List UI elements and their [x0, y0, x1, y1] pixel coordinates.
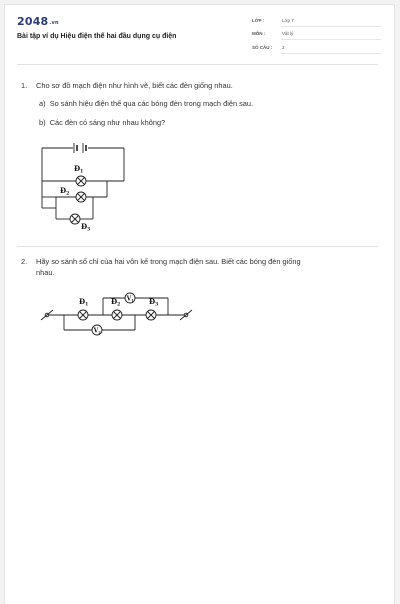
lamp-icon — [78, 310, 88, 320]
lamp-label-2: $Đ_2$ — [60, 186, 70, 197]
part-label: b) — [39, 118, 46, 127]
question-number: 1. — [21, 81, 28, 90]
voltmeter-icon — [125, 293, 135, 303]
part-text: So sánh hiệu điện thế qua các bóng đèn trong mạch điện sau. — [49, 99, 254, 108]
part-text: Các đèn có sáng như nhau không? — [49, 118, 166, 127]
lamp-label-1: $Đ_1$ — [79, 297, 89, 308]
page-title: Bài tập ví dụ Hiệu điện thế hai đầu dụng cụ điện — [17, 33, 177, 40]
meta-label-subject: MÔN : — [252, 31, 266, 36]
meta-value-subject: Vật lý — [282, 31, 294, 36]
voltmeter-label-2: V2 — [93, 327, 101, 335]
lamp-label-3: $Đ_3$ — [81, 222, 91, 233]
question-text: Cho sơ đồ mạch điện như hình vẽ, biết các đèn giống nhau. — [36, 81, 233, 90]
meta-value-class: Lớp 7 — [282, 18, 294, 23]
part-label: a) — [39, 99, 46, 108]
voltmeter-icon — [92, 325, 102, 335]
meta-label-count: SỐ CÂU : — [252, 45, 273, 50]
lamp-icon — [146, 310, 156, 320]
site-logo[interactable]: 2048.vn — [17, 15, 59, 28]
lamp-label-3: $Đ_3$ — [149, 297, 159, 308]
lamp-icon — [112, 310, 122, 320]
meta-label-class: LỚP : — [252, 18, 265, 23]
voltmeter-label-1: V1 — [126, 295, 134, 303]
question-2-continued: nhau. — [36, 268, 55, 277]
lamp-label-2: $Đ_2$ — [111, 297, 121, 308]
lamp-label-1: $Đ_1$ — [74, 164, 84, 175]
question-number: 2. — [21, 257, 28, 266]
meta-value-count: 2 — [282, 45, 285, 50]
question-text: Hãy so sánh số chỉ của hai vôn kế trong mạch điện sau. Biết các bóng đèn giống — [36, 257, 301, 266]
